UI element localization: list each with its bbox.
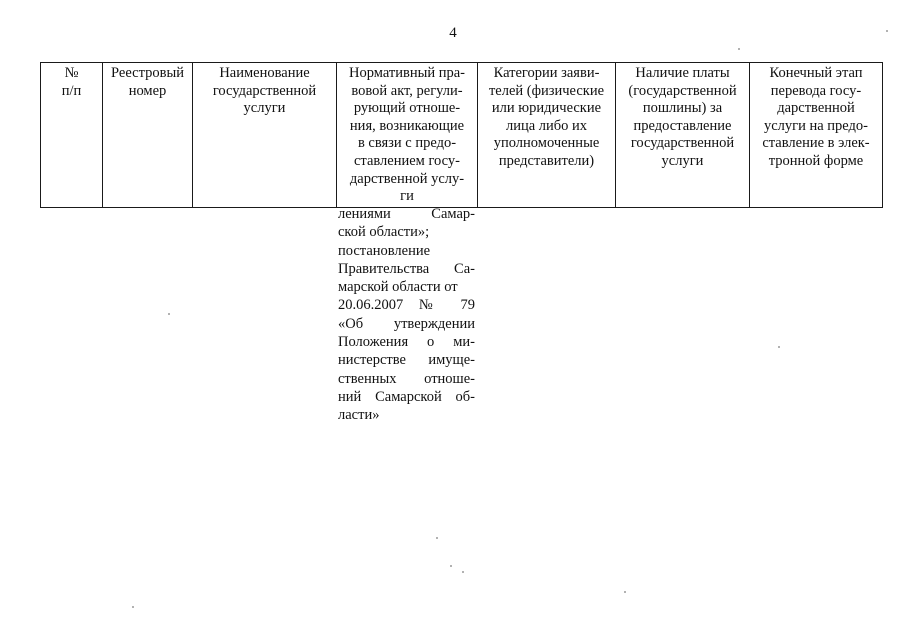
header-line: Нормативный пра- [349, 65, 465, 81]
header-line: государственной [630, 135, 735, 152]
continuation-line: Положения о ми- [338, 334, 475, 351]
header-line: Наличие платы [635, 65, 730, 81]
header-line: государственной [212, 82, 317, 99]
continuation-line: ственных отноше- [338, 370, 475, 387]
header-line: лица либо их [505, 117, 588, 134]
header-line: дарственной [777, 100, 855, 117]
header-line: услуги на предо- [763, 117, 869, 134]
header-line: услуги [661, 152, 704, 169]
header-line: вовой акт, регули- [351, 82, 463, 99]
header-line: телей (физические [488, 82, 605, 99]
header-line: перевода госу- [770, 82, 862, 99]
scan-speck [738, 48, 740, 50]
header-line: уполномоченные [493, 135, 600, 152]
header-line: ставление в элек- [762, 135, 870, 152]
continuation-line: ласти» [338, 407, 380, 424]
continuation-line: «Об утверждении [338, 315, 475, 332]
header-cell-fee [616, 63, 750, 208]
header-line: Реестровый [111, 65, 184, 81]
scan-speck [450, 565, 452, 567]
continuation-line: постановление [338, 242, 431, 259]
legal-act-continuation [338, 205, 475, 425]
services-table-header [40, 62, 883, 208]
continuation-line: Правительства Са- [338, 260, 475, 277]
continuation-line: марской области от [338, 279, 458, 296]
continuation-line: ний Самарской об- [338, 388, 475, 405]
header-cell-service-name [193, 63, 337, 208]
scan-speck [886, 30, 888, 32]
scan-speck [168, 313, 170, 315]
header-line: п/п [61, 82, 82, 99]
header-cell-number [41, 63, 103, 208]
header-line: в связи с предо- [357, 135, 457, 152]
header-cell-electronic-stage [750, 63, 883, 208]
page-number: 4 [449, 25, 457, 41]
continuation-line: лениями Самар- [338, 206, 475, 222]
header-line: ставлением госу- [354, 152, 460, 169]
header-line: услуги [243, 100, 286, 117]
header-line: Категории заяви- [493, 65, 600, 81]
header-line: номер [128, 82, 167, 99]
header-line: (государственной [628, 82, 737, 99]
scan-speck [462, 571, 464, 573]
header-line: № [64, 65, 79, 81]
scan-speck [436, 537, 438, 539]
header-line: Наименование [219, 65, 310, 81]
header-line: ния, возникающие [349, 117, 465, 134]
continuation-line: 20.06.2007 № 79 [338, 297, 475, 314]
header-line: предоставление [633, 117, 732, 134]
header-line: рующий отноше- [353, 100, 461, 117]
header-line: представители) [498, 152, 595, 169]
header-cell-legal-act [337, 63, 478, 208]
header-line: пошлины) за [642, 100, 723, 117]
scan-speck [624, 591, 626, 593]
header-cell-applicant-categories [478, 63, 616, 208]
header-line: дарственной услу- [349, 170, 465, 187]
continuation-line: нистерстве имуще- [338, 352, 475, 369]
scan-speck [778, 346, 780, 348]
header-line: или юридические [491, 100, 602, 117]
header-cell-registry-number [103, 63, 193, 208]
scan-speck [132, 606, 134, 608]
header-line: тронной форме [768, 152, 864, 169]
table-header-row [41, 63, 883, 208]
header-line: Конечный этап [769, 65, 863, 81]
continuation-line: ской области»; [338, 224, 430, 241]
header-line: ги [400, 188, 414, 205]
